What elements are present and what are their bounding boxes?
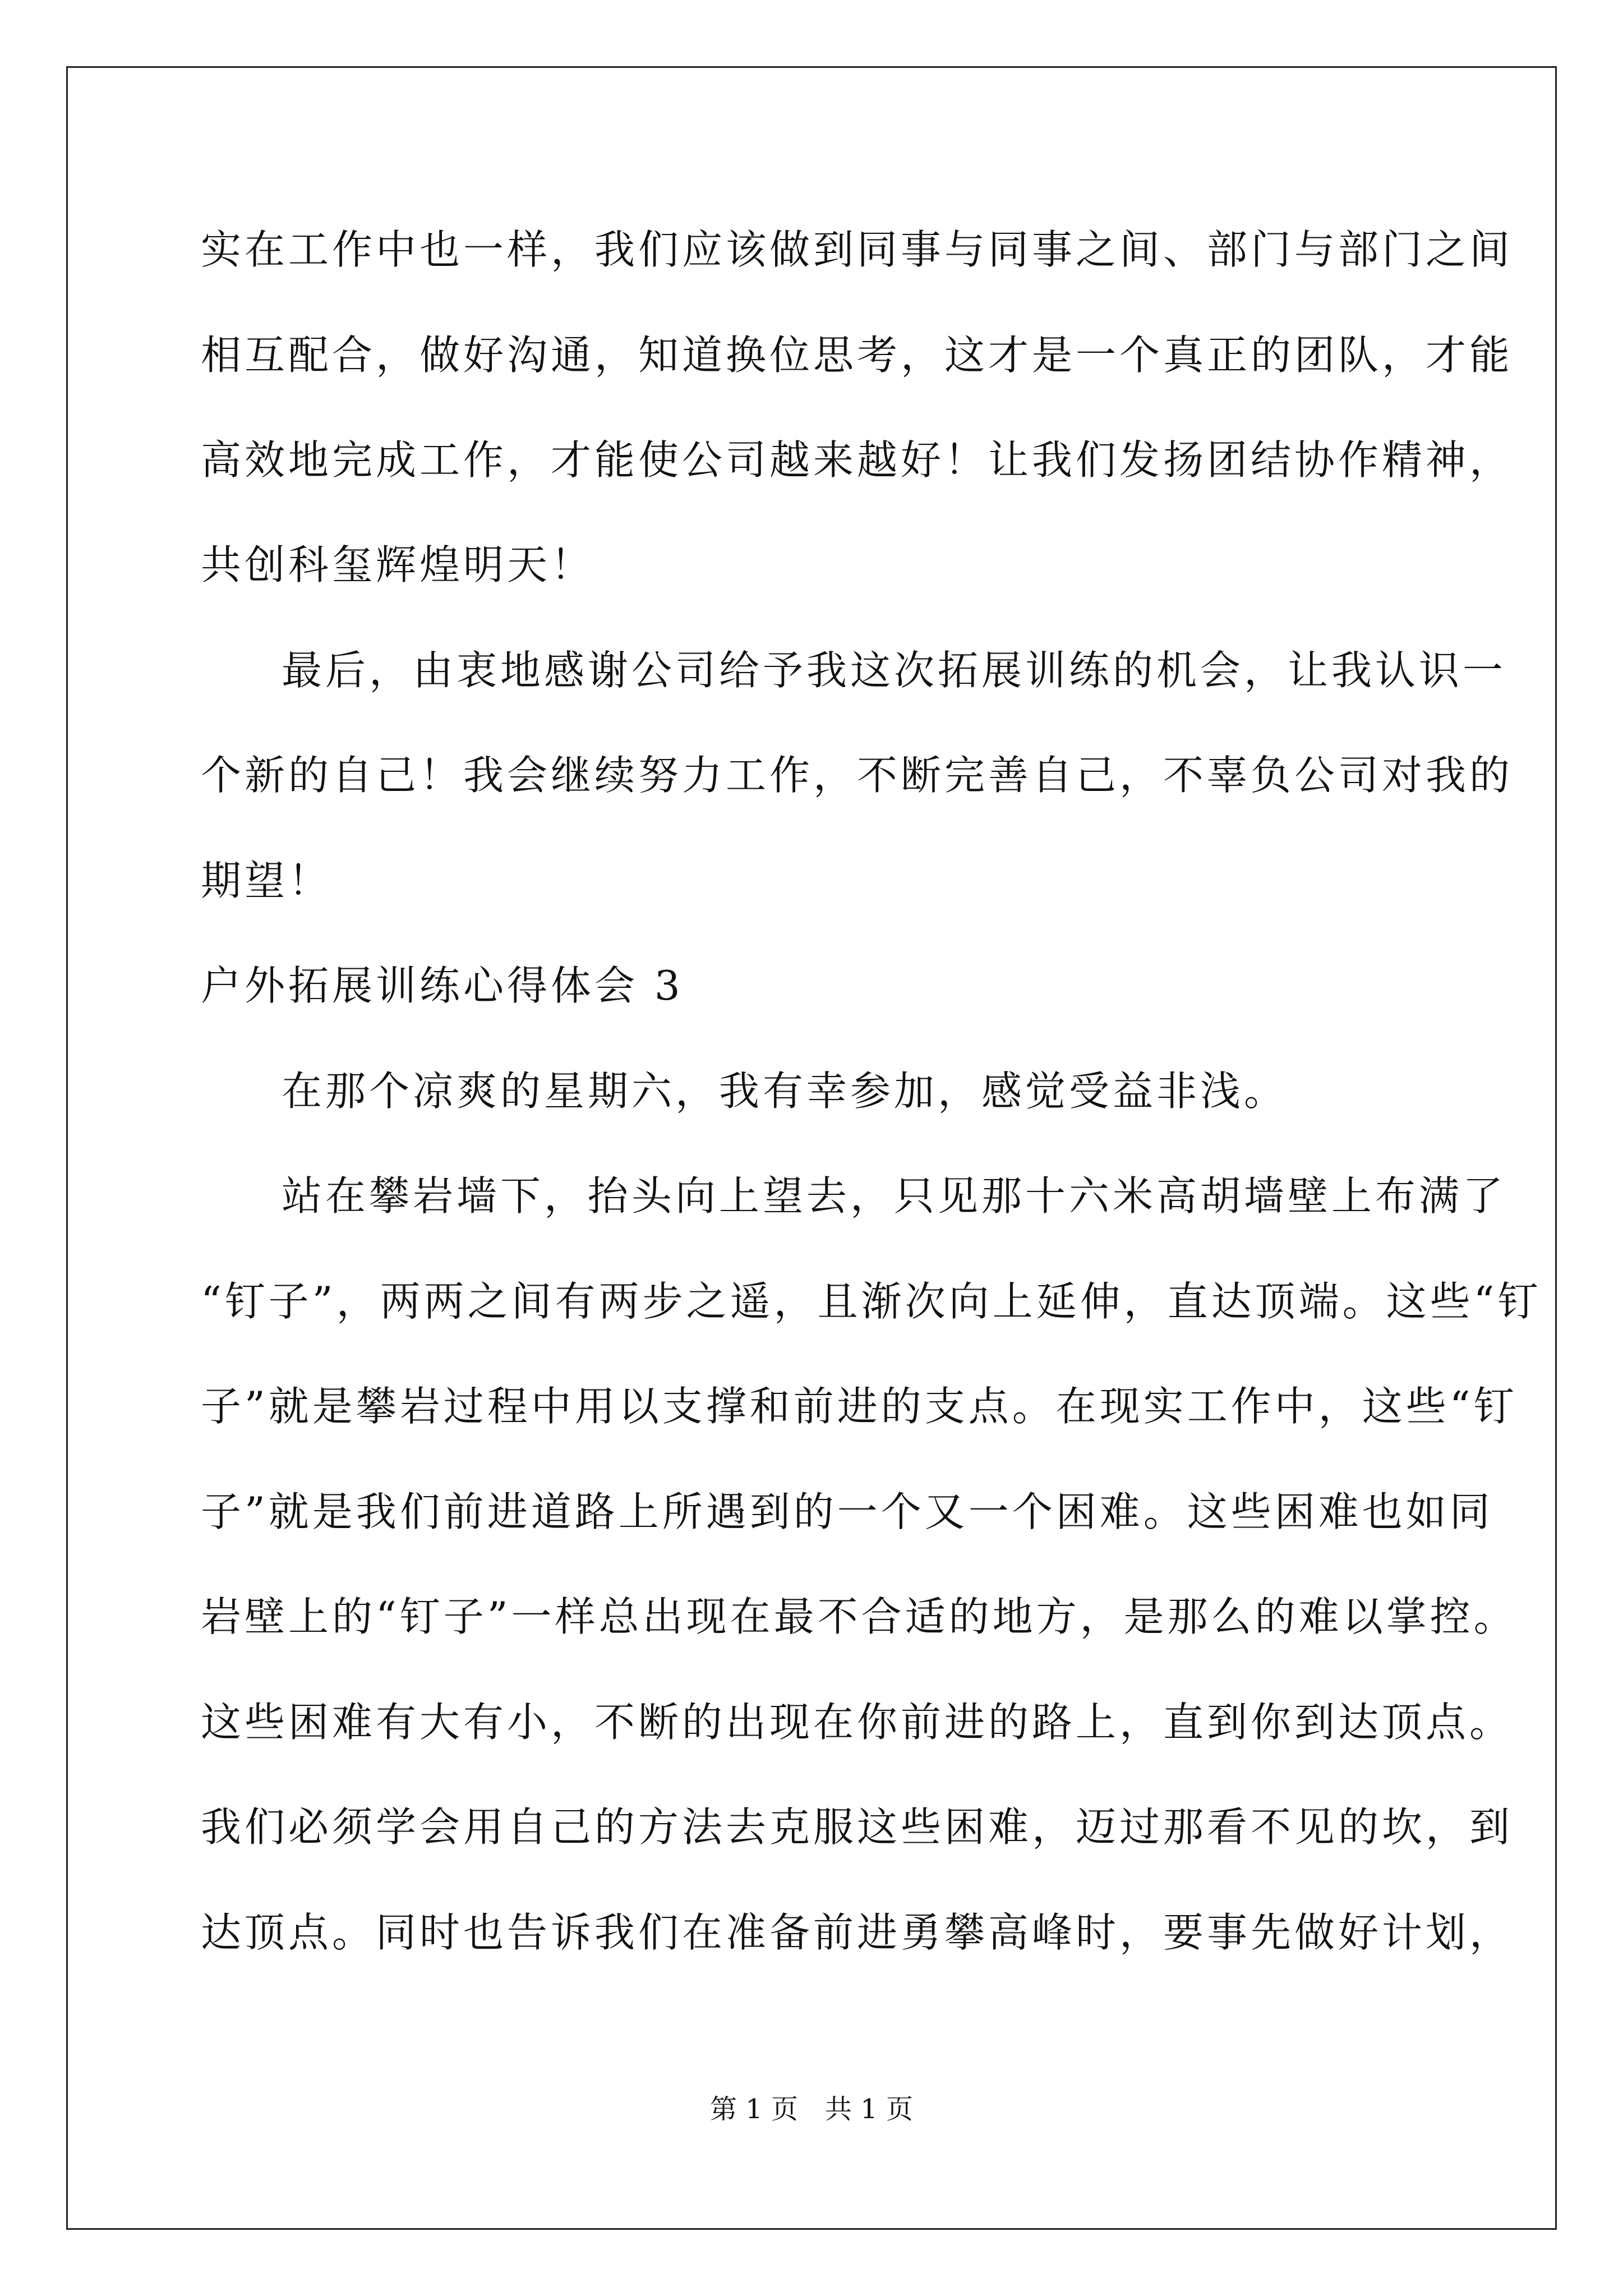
paragraph-line: 子”就是我们前进道路上所遇到的一个又一个困难。这些困难也如同 — [201, 1488, 1493, 1535]
paragraph-line: 这些困难有大有小，不断的出现在你前进的路上，直到你到达顶点。 — [201, 1699, 1514, 1746]
paragraph-line: 相互配合，做好沟通，知道换位思考，这才是一个真正的团队，才能 — [201, 332, 1514, 379]
paragraph-line: 个新的自己！我会继续努力工作，不断完善自己，不辜负公司对我的 — [201, 752, 1514, 799]
paragraph-line: 达顶点。同时也告诉我们在准备前进勇攀高峰时，要事先做好计划， — [201, 1909, 1514, 1956]
paragraph-line: 最后，由衷地感谢公司给予我这次拓展训练的机会，让我认识一 — [282, 647, 1507, 694]
paragraph-line: 期望！ — [201, 857, 333, 904]
paragraph-line: 站在攀岩墙下，抬头向上望去，只见那十六米高胡墙壁上布满了 — [282, 1172, 1507, 1220]
paragraph-line: 实在工作中也一样，我们应该做到同事与同事之间、部门与部门之间 — [201, 226, 1514, 273]
paragraph-line: 高效地完成工作，才能使公司越来越好！让我们发扬团结协作精神， — [201, 436, 1514, 484]
paragraph-line: 共创科玺辉煌明天！ — [201, 541, 595, 588]
page-footer: 第 1 页 共 1 页 — [709, 2093, 914, 2125]
paragraph-line: “钉子”，两两之间有两步之遥，且渐次向上延伸，直达顶端。这些“钉 — [201, 1278, 1542, 1325]
paragraph-line: 岩壁上的“钉子”一样总出现在最不合适的地方，是那么的难以掌控。 — [201, 1593, 1518, 1640]
paragraph-line: 子”就是攀岩过程中用以支撑和前进的支点。在现实工作中，这些“钉 — [201, 1383, 1518, 1430]
paragraph-line: 我们必须学会用自己的方法去克服这些困难，迈过那看不见的坎，到 — [201, 1803, 1514, 1851]
paragraph-line: 在那个凉爽的星期六，我有幸参加，感觉受益非浅。 — [282, 1068, 1288, 1115]
section-heading: 户外拓展训练心得体会 3 — [201, 962, 684, 1009]
